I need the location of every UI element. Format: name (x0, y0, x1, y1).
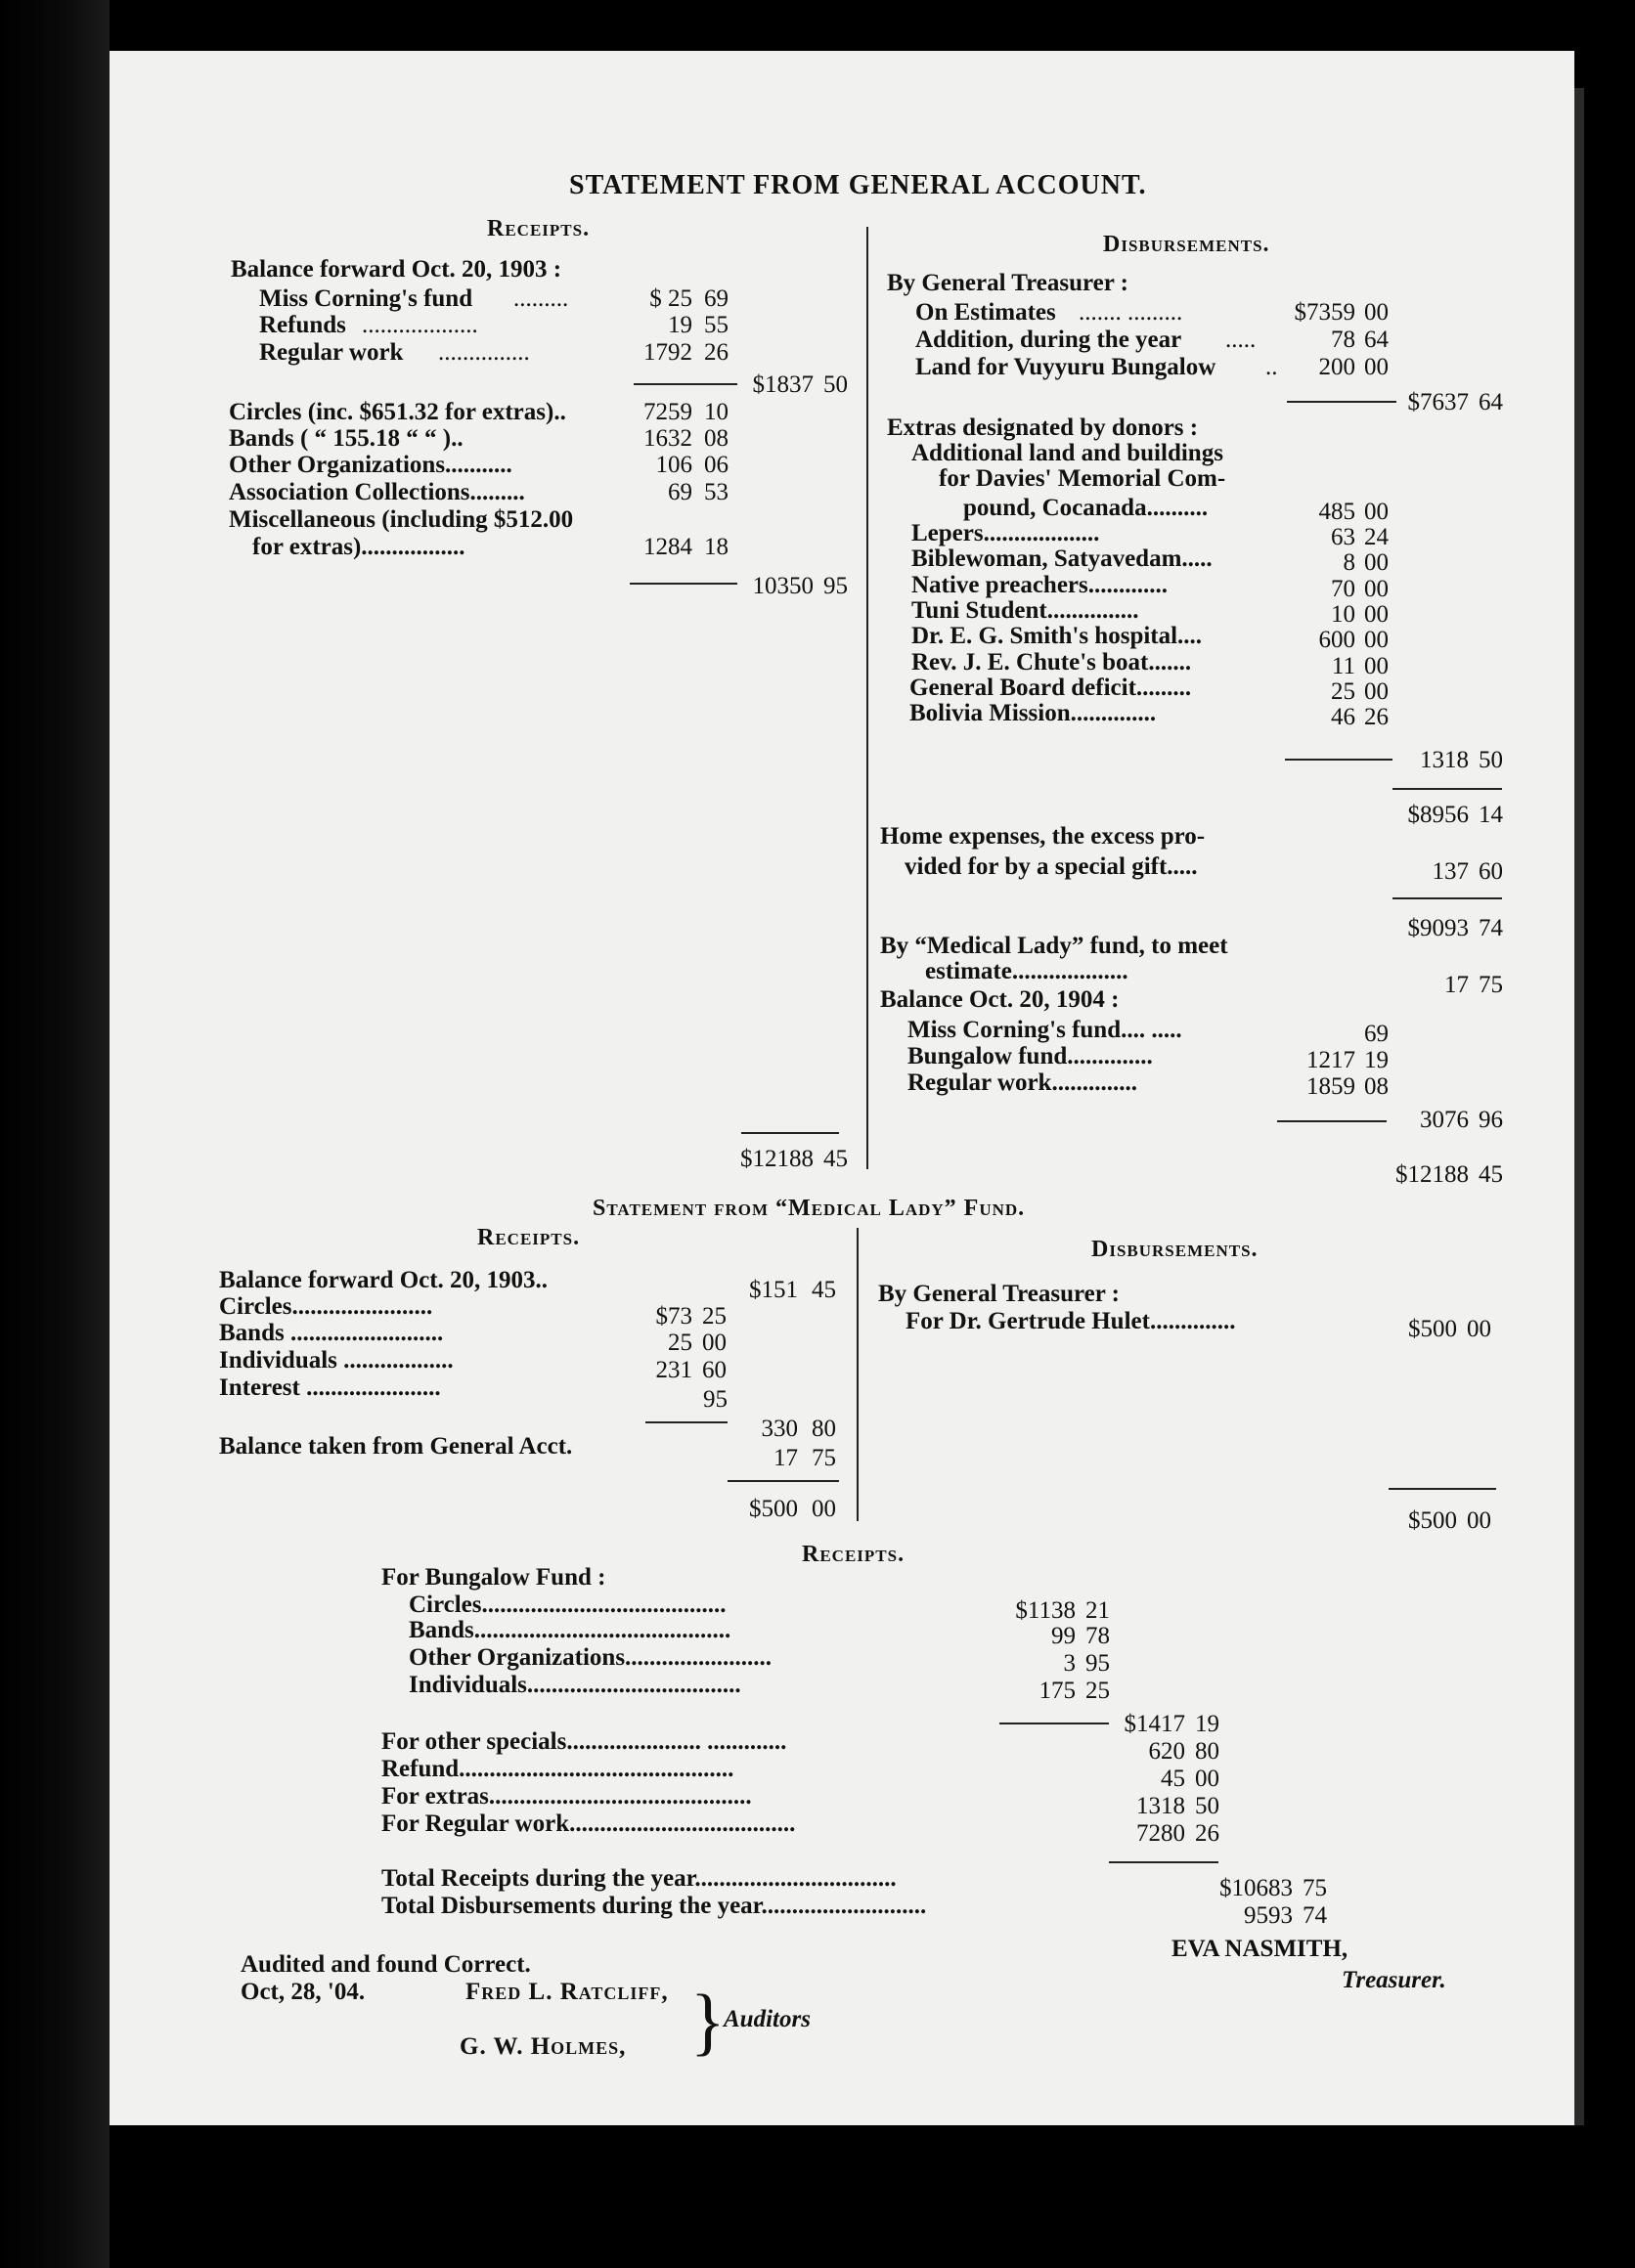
amount-dollars: 25 (1331, 678, 1355, 705)
amount-cents: 06 (704, 452, 729, 478)
auditor-name: G. W. Holmes, (460, 2033, 627, 2060)
amount-dollars: 485 (1318, 499, 1355, 525)
amount-dollars: 1318 (1136, 1793, 1185, 1819)
amount-dollars: 19 (668, 312, 692, 338)
receipt-line-label: Miscellaneous (including $512.00 (229, 506, 574, 533)
bungalow-header: For Bungalow Fund : (381, 1564, 606, 1591)
medical-line-label: Individuals .................. (219, 1347, 454, 1374)
amount-cents: 25 (1085, 1678, 1110, 1704)
by-treasurer-label: By General Treasurer : (878, 1281, 1120, 1307)
amount-dollars: 7259 (643, 399, 692, 425)
balance-line-label: Miss Corning's fund.... ..... (907, 1017, 1182, 1043)
amount-cents: 50 (1195, 1793, 1219, 1819)
by-treasurer-label: By General Treasurer : (887, 270, 1128, 296)
total-disbursements-dollars: 9593 (1244, 1902, 1293, 1929)
bungalow-line-label: Other Organizations........................ (409, 1644, 773, 1671)
receipt-summary-label: For other specials...................... ............. (381, 1728, 787, 1755)
subtotal-cents: 95 (823, 573, 848, 599)
amount-cents: 00 (702, 1330, 727, 1356)
amount-dollars: $73 (655, 1303, 692, 1330)
auditor-name: Fred L. Ratcliff, (465, 1979, 669, 2005)
receipts-header: Receipts. (477, 1225, 581, 1250)
disb-line-label: On Estimates (915, 299, 1056, 326)
amount-dollars: 1792 (643, 339, 692, 366)
home-expenses-label: vided for by a special gift..... (905, 853, 1198, 880)
extras-line-label: Biblewoman, Satyavedam..... (911, 545, 1213, 572)
receipts-total-dollars: $12188 (740, 1146, 814, 1172)
disbursements-total-dollars: $12188 (1395, 1161, 1469, 1188)
amount-cents: 00 (1364, 549, 1389, 576)
receipt-summary-label: For Regular work..................................... (381, 1810, 796, 1837)
amount-cents: 75 (812, 1445, 836, 1471)
running-total-cents: 14 (1479, 802, 1503, 828)
amount-dollars: 46 (1331, 704, 1355, 730)
disb-line-label: Addition, during the year (915, 327, 1182, 353)
medical-disb-total-dollars: $500 (1408, 1507, 1457, 1534)
bungalow-line-label: Circles........................................ (409, 1592, 727, 1618)
amount-cents: 75 (1479, 972, 1503, 998)
amount-cents: 80 (1195, 1738, 1219, 1765)
receipt-line-label: Regular work (259, 339, 404, 366)
balance-forward-label: Balance forward Oct. 20, 1903 : (231, 256, 562, 283)
subtotal-dollars: $1837 (752, 371, 814, 398)
amount-cents: 53 (704, 479, 729, 505)
amount-cents: 00 (1364, 627, 1389, 653)
amount-dollars: $500 (1408, 1316, 1457, 1342)
rule (634, 383, 737, 385)
receipt-line-label: Refunds (259, 312, 346, 338)
page-edge (1574, 88, 1584, 2131)
disbursements-header: Disbursements. (1103, 232, 1270, 257)
amount-cents: 10 (704, 399, 729, 425)
amount-cents: 00 (1364, 601, 1389, 628)
audit-date: Oct, 28, '04. (241, 1979, 366, 2005)
subtotal-dollars: $7637 (1407, 389, 1469, 415)
running-total-dollars: $9093 (1407, 915, 1469, 941)
total-disbursements-label: Total Disbursements during the year........................... (381, 1893, 927, 1919)
bungalow-line-label: Bands.......................................... (409, 1617, 731, 1643)
amount-dollars: 69 (1364, 1021, 1389, 1047)
rule (728, 1480, 839, 1482)
extras-line-label: Native preachers............. (911, 572, 1168, 598)
extras-line-label: Lepers................... (911, 520, 1100, 546)
subtotal-cents: 50 (1479, 747, 1503, 773)
balance-header: Balance Oct. 20, 1904 : (880, 986, 1120, 1013)
extras-line-label: for Davies' Memorial Com- (939, 465, 1226, 492)
amount-dollars: 70 (1331, 576, 1355, 602)
total-receipts-cents: 75 (1303, 1875, 1327, 1901)
extras-line-label: Dr. E. G. Smith's hospital.... (911, 623, 1203, 649)
receipt-summary-label: For extras........................................... (381, 1783, 752, 1810)
subtotal-dollars: 1318 (1420, 747, 1469, 773)
rule (1285, 759, 1392, 761)
amount-cents: 21 (1085, 1597, 1110, 1624)
amount-dollars: 106 (655, 452, 692, 478)
bungalow-line-label: Individuals................................... (409, 1672, 741, 1698)
amount-dollars: 11 (1331, 653, 1355, 679)
medical-disb-total-cents: 00 (1467, 1507, 1491, 1534)
amount-cents: 00 (1364, 653, 1389, 679)
total-receipts-label: Total Receipts during the year................................. (381, 1865, 897, 1892)
subtotal-cents: 19 (1195, 1711, 1219, 1737)
amount-cents: 78 (1085, 1623, 1110, 1649)
amount-cents: 00 (1364, 499, 1389, 525)
amount-cents: 00 (1364, 354, 1389, 380)
extras-line-label: Tuni Student............... (911, 597, 1139, 624)
amount-cents: 26 (1364, 704, 1389, 730)
medical-line-label: Circles....................... (219, 1293, 433, 1320)
amount-cents: 00 (1364, 678, 1389, 705)
amount-cents: 08 (1364, 1073, 1389, 1100)
receipts-header: Receipts. (487, 216, 591, 241)
amount-dollars: 25 (668, 1330, 692, 1356)
book-spine (0, 0, 110, 2268)
amount-dollars: $1138 (1015, 1597, 1076, 1624)
amount-cents: 55 (704, 312, 729, 338)
medical-line-label: Bands ......................... (219, 1320, 444, 1346)
amount-cents: 00 (1467, 1316, 1491, 1342)
column-divider (866, 227, 868, 1169)
subtotal-cents: 64 (1479, 389, 1503, 415)
home-expenses-label: Home expenses, the excess pro- (880, 823, 1206, 850)
leader-dots: ....... ......... (1079, 299, 1183, 326)
amount-cents: 25 (702, 1303, 727, 1330)
leader-dots: .. (1265, 354, 1278, 380)
treasurer-title: Treasurer. (1342, 1967, 1446, 1993)
amount-dollars: 45 (1161, 1766, 1185, 1792)
amount-dollars: 17 (1444, 972, 1469, 998)
receipt-line-label: Association Collections......... (229, 479, 525, 505)
treasurer-name: EVA NASMITH, (1171, 1936, 1348, 1962)
receipt-line-label: Other Organizations........... (229, 452, 512, 478)
amount-dollars: 99 (1051, 1623, 1076, 1649)
amount-cents: 64 (1364, 327, 1389, 353)
medical-receipts-total-dollars: $500 (749, 1496, 798, 1522)
rule (1277, 1120, 1387, 1122)
amount-dollars: 8 (1343, 549, 1355, 576)
amount-cents: 60 (702, 1357, 727, 1383)
extras-header: Extras designated by donors : (887, 414, 1199, 441)
subtotal-dollars: 3076 (1420, 1107, 1469, 1133)
amount-dollars: 1859 (1306, 1073, 1355, 1100)
receipt-line-label: Circles (inc. $651.32 for extras).. (229, 399, 566, 425)
amount-dollars: 1632 (643, 425, 692, 452)
medical-line-label: Balance forward Oct. 20, 1903.. (219, 1267, 549, 1293)
amount-cents: 69 (704, 285, 729, 312)
receipt-line-label: Bands ( “ 155.18 “ “ ).. (229, 425, 464, 452)
total-receipts-dollars: $10683 (1219, 1875, 1293, 1901)
amount-dollars: 3 (1063, 1650, 1076, 1677)
amount-dollars: $151 (749, 1277, 798, 1303)
medical-line-label: Balance taken from General Acct. (219, 1433, 573, 1460)
subtotal-dollars: $1417 (1124, 1711, 1185, 1737)
disbursements-header: Disbursements. (1091, 1237, 1259, 1262)
leader-dots: ................... (362, 312, 478, 338)
amount-dollars: 1284 (643, 534, 692, 560)
rule (741, 1132, 839, 1134)
column-divider (857, 1228, 859, 1521)
auditors-label: Auditors (724, 2006, 811, 2032)
subtotal-dollars: 10350 (752, 573, 814, 599)
amount-cents: 00 (1364, 299, 1389, 326)
balance-line-label: Bungalow fund.............. (907, 1043, 1153, 1069)
amount-cents: 60 (1479, 858, 1503, 885)
extras-line-label: pound, Cocanada.......... (963, 495, 1209, 521)
subtotal-cents: 96 (1479, 1107, 1503, 1133)
rule (999, 1723, 1109, 1724)
subtotal-cents: 50 (823, 371, 848, 398)
amount-cents: 26 (704, 339, 729, 366)
brace-glyph: } (690, 1979, 726, 2065)
rule (1109, 1861, 1218, 1863)
rule (630, 583, 737, 585)
balance-line-label: Regular work.............. (907, 1069, 1137, 1096)
amount-dollars: 69 (668, 479, 692, 505)
amount-cents: 19 (1364, 1047, 1389, 1073)
amount-dollars: 175 (1038, 1678, 1076, 1704)
scan-border (110, 2125, 1635, 2268)
receipt-line-label: for extras)................. (252, 534, 465, 560)
extras-line-label: Rev. J. E. Chute's boat....... (911, 649, 1192, 676)
amount-cents: 26 (1195, 1820, 1219, 1847)
amount-dollars: 1217 (1306, 1047, 1355, 1073)
extras-line-label: Bolivia Mission.............. (909, 700, 1157, 726)
rule (1392, 897, 1502, 899)
receipt-summary-label: Refund............................................. (381, 1756, 734, 1782)
amount-dollars: 17 (773, 1445, 798, 1471)
amount-cents: 00 (1195, 1766, 1219, 1792)
leader-dots: ............... (438, 339, 530, 366)
amount-dollars: 620 (1148, 1738, 1185, 1765)
amount-dollars: 137 (1432, 858, 1469, 885)
amount-dollars: $7359 (1294, 299, 1355, 326)
amount-dollars: 7280 (1136, 1820, 1185, 1847)
running-total-cents: 74 (1479, 915, 1503, 941)
amount-dollars: 200 (1318, 354, 1355, 380)
receipts-summary-header: Receipts. (802, 1542, 906, 1567)
receipt-line-label: Miss Corning's fund (259, 285, 473, 312)
amount-cents: 08 (704, 425, 729, 452)
extras-line-label: General Board deficit......... (909, 675, 1192, 701)
audited-statement: Audited and found Correct. (241, 1951, 531, 1978)
subtotal-cents: 80 (812, 1416, 836, 1442)
medical-line-label: Interest ...................... (219, 1374, 441, 1401)
amount-dollars: 600 (1318, 627, 1355, 653)
leader-dots: ......... (513, 285, 569, 312)
disbursements-total-cents: 45 (1479, 1161, 1503, 1188)
medical-lady-label: By “Medical Lady” fund, to meet (880, 933, 1228, 959)
amount-dollars: $ 25 (649, 285, 692, 312)
leader-dots: ..... (1225, 327, 1257, 353)
receipts-total-cents: 45 (823, 1146, 848, 1172)
medical-receipts-total-cents: 00 (812, 1496, 836, 1522)
amount-dollars: 10 (1331, 601, 1355, 628)
extras-line-label: Additional land and buildings (911, 440, 1223, 466)
amount-cents: 00 (1364, 576, 1389, 602)
disb-line-label: Land for Vuyyuru Bungalow (915, 354, 1216, 380)
page-title: STATEMENT FROM GENERAL ACCOUNT. (569, 170, 1147, 200)
amount-cents: 45 (812, 1277, 836, 1303)
medical-fund-title: Statement from “Medical Lady” Fund. (593, 1196, 1026, 1221)
running-total-dollars: $8956 (1407, 802, 1469, 828)
medical-lady-label: estimate................... (925, 958, 1128, 984)
rule (1389, 1488, 1496, 1490)
subtotal-dollars: 330 (761, 1416, 798, 1442)
amount-cents: 95 (1085, 1650, 1110, 1677)
amount-dollars: 231 (655, 1357, 692, 1383)
amount-cents: 18 (704, 534, 729, 560)
total-disbursements-cents: 74 (1303, 1902, 1327, 1929)
rule (1392, 788, 1502, 790)
amount-dollars: 95 (703, 1386, 728, 1413)
amount-dollars: 78 (1331, 327, 1355, 353)
rule (645, 1421, 728, 1423)
medical-disb-label: For Dr. Gertrude Hulet.............. (906, 1308, 1236, 1334)
amount-cents: 24 (1364, 524, 1389, 550)
amount-dollars: 63 (1331, 524, 1355, 550)
